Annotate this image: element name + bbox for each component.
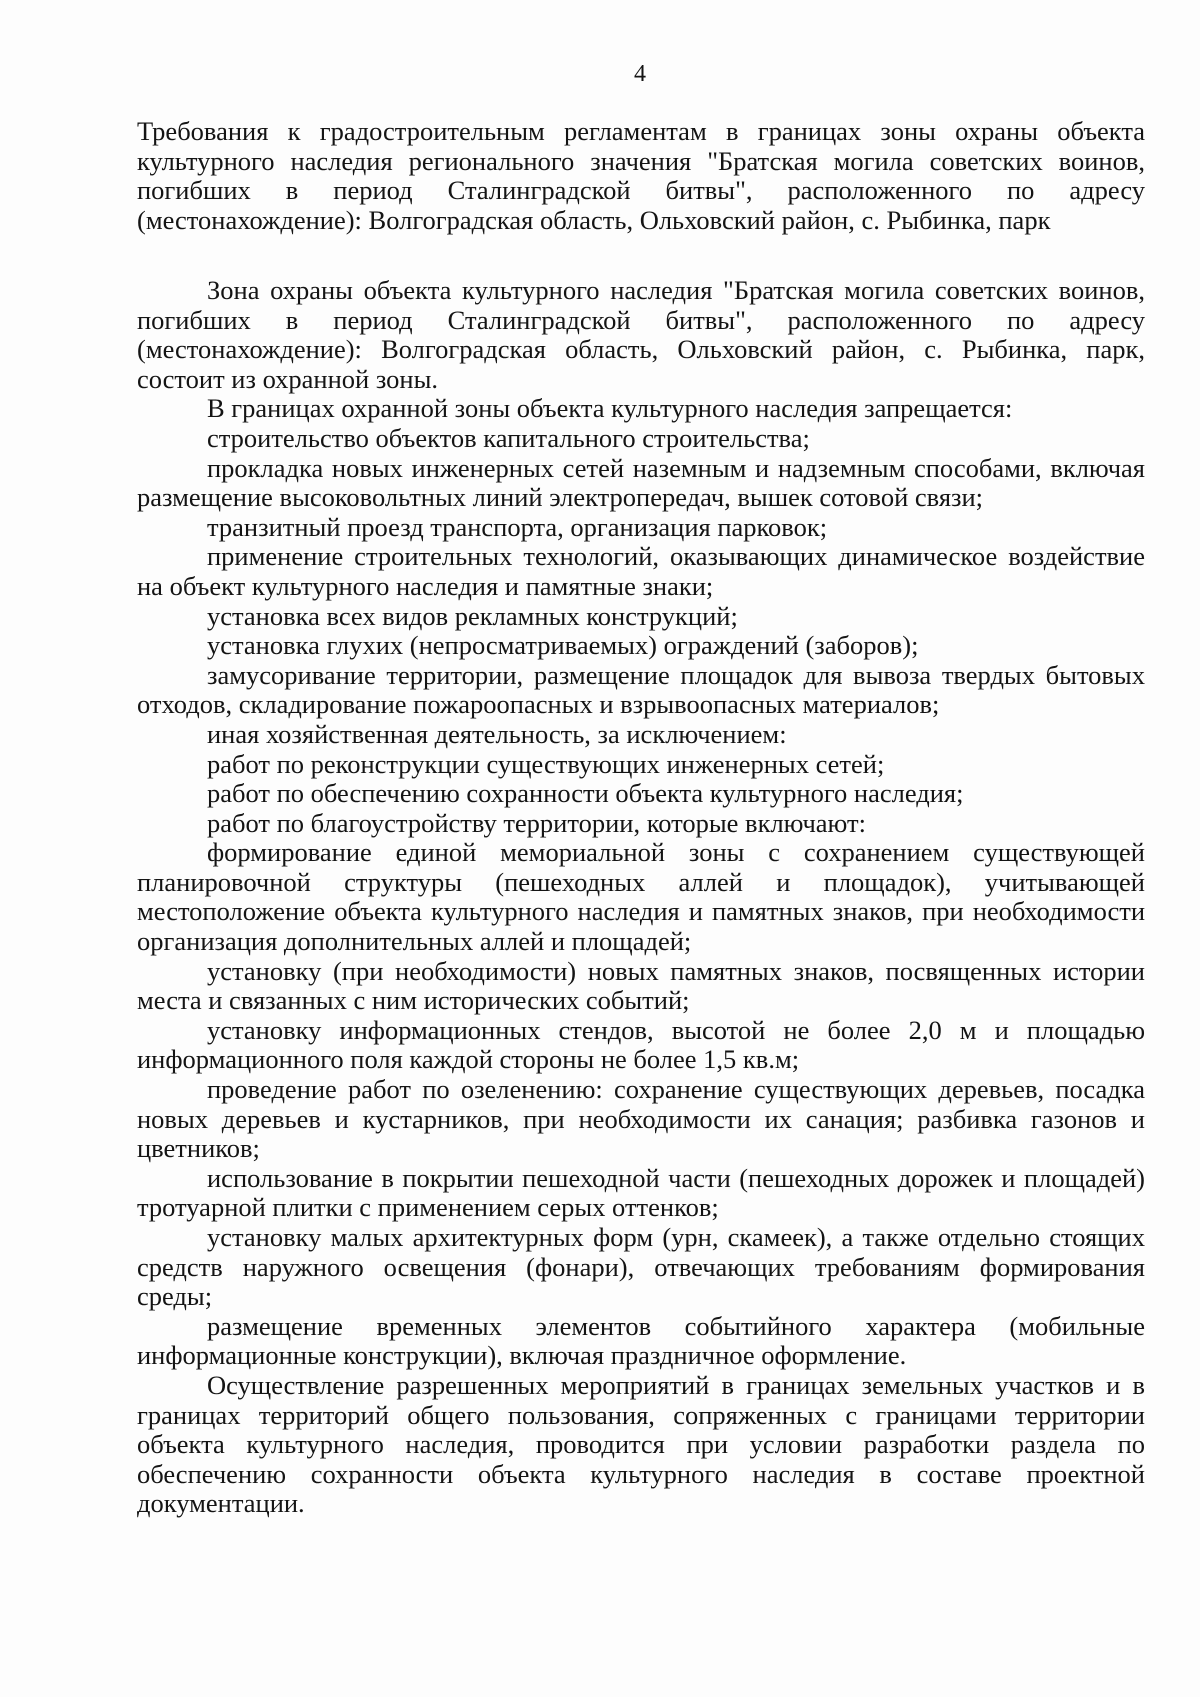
list-item: применение строительных технологий, оказывающих динамическое воздействие на объект культурного наследия и памятные знаки; bbox=[137, 541, 1145, 601]
list-item: использование в покрытии пешеходной части (пешеходных дорожек и площадей) тротуарной плитки с применением серых оттенков; bbox=[137, 1162, 1145, 1223]
page-number: 4 bbox=[634, 61, 646, 87]
list-item: установка глухих (непросматриваемых) ограждений (заборов); bbox=[207, 630, 919, 661]
list-item: работ по благоустройству территории, которые включают: bbox=[207, 807, 866, 838]
list-item: установка всех видов рекламных конструкций; bbox=[207, 600, 738, 631]
list-item: прокладка новых инженерных сетей наземным и надземным способами, включая размещение высоковольтных линий электропередач, вышек сотовой связи; bbox=[137, 452, 1145, 513]
list-item: проведение работ по озеленению: сохранение существующих деревьев, посадка новых деревьев и кустарников, при необходимости их санация; разбивка газонов и цветников; bbox=[137, 1074, 1145, 1164]
document-heading bbox=[137, 117, 1145, 235]
list-item: размещение временных элементов событийного характера (мобильные информационные конструкции), включая праздничное оформление. bbox=[137, 1310, 1145, 1371]
paragraph: Осуществление разрешенных мероприятий в границах земельных участков и в границах территорий общего пользования, сопряженных с границами территории объекта культурного наследия, проводится при условии разработки раздела по обеспечению сохранности объекта культурного наследия в составе проектной документации. bbox=[137, 1369, 1145, 1519]
list-item: транзитный проезд транспорта, организация парковок; bbox=[207, 511, 828, 542]
list-item: формирование единой мемориальной зоны с сохранением существующей планировочной структуры (пешеходных аллей и площадок), учитывающей местоположение объекта культурного наследия и памятных знаков, при необходимости организация дополнительных аллей и площадей; bbox=[137, 837, 1145, 957]
paragraph: Зона охраны объекта культурного наследия "Братская могила советских воинов, погибших в период Сталинградской битвы", расположенного по адресу (местонахождение): Волгоградская область, Ольховский район, с. Рыбинка, парк, состоит из охранной зоны. bbox=[137, 275, 1145, 394]
paragraph: В границах охранной зоны объекта культурного наследия запрещается: bbox=[207, 393, 1013, 424]
document-body bbox=[137, 276, 1145, 1519]
list-item: иная хозяйственная деятельность, за исключением: bbox=[207, 718, 787, 749]
list-item: работ по реконструкции существующих инженерных сетей; bbox=[207, 748, 885, 779]
heading-text: Требования к градостроительным регламентам в границах зоны охраны объекта культурного наследия регионального значения "Братская могила советских воинов, погибших в период Сталинградской битвы", расположенного по адресу (местонахождение): Волгоградская область, Ольховский район, с. Рыбинка, парк bbox=[137, 116, 1145, 235]
list-item: установку информационных стендов, высотой не более 2,0 м и площадью информационного поля каждой стороны не более 1,5 кв.м; bbox=[137, 1014, 1145, 1075]
list-item: работ по обеспечению сохранности объекта культурного наследия; bbox=[207, 778, 964, 809]
list-item: замусоривание территории, размещение площадок для вывоза твердых бытовых отходов, складирование пожароопасных и взрывоопасных материалов; bbox=[137, 659, 1145, 720]
list-item: установку малых архитектурных форм (урн, скамеек), а также отдельно стоящих средств наружного освещения (фонари), отвечающих требованиям формирования среды; bbox=[137, 1222, 1145, 1312]
list-item: установку (при необходимости) новых памятных знаков, посвященных истории места и связанных с ним исторических событий; bbox=[137, 955, 1145, 1016]
list-item: строительство объектов капитального строительства; bbox=[207, 422, 810, 453]
